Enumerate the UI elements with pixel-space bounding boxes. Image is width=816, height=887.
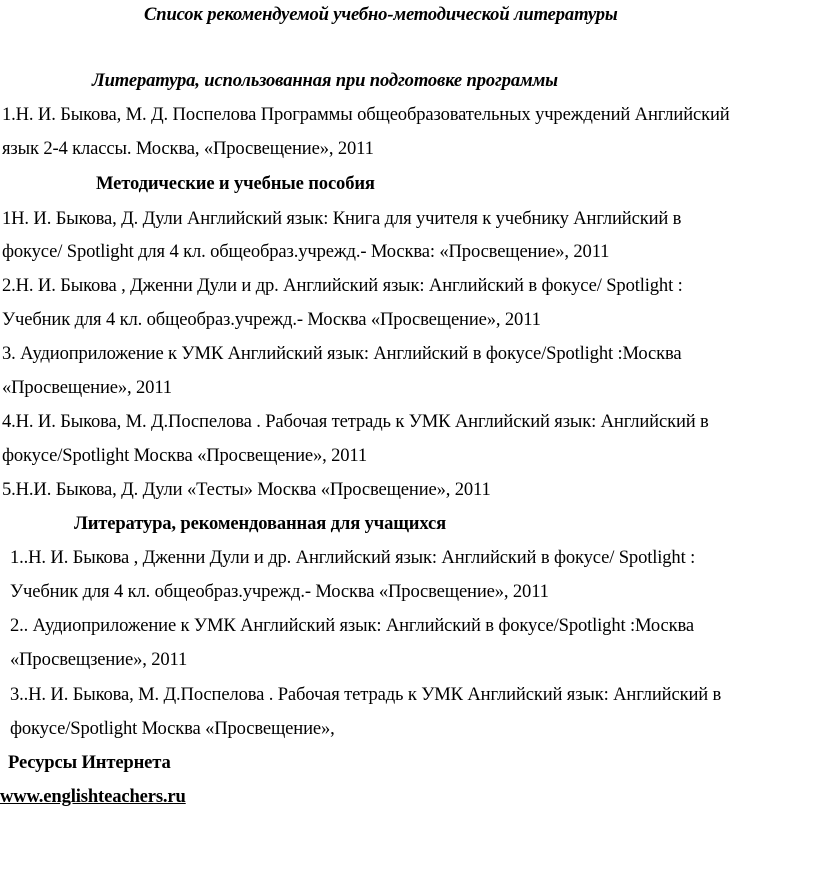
- list-item: фокусе/Spotlight Москва «Просвещение», 2011: [2, 445, 368, 466]
- list-item: 5.Н.И. Быкова, Д. Дули «Тесты» Москва «Просвещение», 2011: [2, 479, 491, 500]
- list-item: 2.Н. И. Быкова , Дженни Дули и др. Английский язык: Английский в фокусе/ Spotlight :: [2, 275, 683, 296]
- section-heading-methodical-aids: Методические и учебные пособия: [96, 173, 375, 194]
- list-item: Учебник для 4 кл. общеобраз.учрежд.- Москва «Просвещение», 2011: [10, 581, 549, 602]
- list-item: фокусе/Spotlight Москва «Просвещение»,: [10, 718, 335, 739]
- list-item: «Просвещение», 2011: [2, 377, 172, 398]
- list-item: язык 2-4 классы. Москва, «Просвещение», 2011: [2, 138, 374, 159]
- list-item: 1..Н. И. Быкова , Дженни Дули и др. Английский язык: Английский в фокусе/ Spotlight :: [10, 547, 696, 568]
- list-item: «Просвещзение», 2011: [10, 649, 188, 670]
- list-item: 1Н. И. Быкова, Д. Дули Английский язык: Книга для учителя к учебнику Английский в: [2, 208, 682, 229]
- list-item: фокусе/ Spotlight для 4 кл. общеобраз.учрежд.- Москва: «Просвещение», 2011: [2, 241, 610, 262]
- list-item: 4.Н. И. Быкова, М. Д.Поспелова . Рабочая тетрадь к УМК Английский язык: Английский в: [2, 411, 709, 432]
- list-item: 3..Н. И. Быкова, М. Д.Поспелова . Рабочая тетрадь к УМК Английский язык: Английский в: [10, 684, 722, 705]
- document-title: Список рекомендуемой учебно-методической литературы: [144, 4, 618, 25]
- list-item: 1.Н. И. Быкова, М. Д. Поспелова Программы общеобразовательных учреждений Английский: [2, 104, 730, 125]
- englishteachers-link[interactable]: www.englishteachers.ru: [0, 786, 186, 807]
- list-item: Учебник для 4 кл. общеобраз.учрежд.- Москва «Просвещение», 2011: [2, 309, 541, 330]
- section-heading-internet-resources: Ресурсы Интернета: [8, 752, 171, 773]
- section-heading-student-literature: Литература, рекомендованная для учащихся: [74, 513, 446, 534]
- list-item: 3. Аудиоприложение к УМК Английский язык: Английский в фокусе/Spotlight :Москва: [2, 343, 682, 364]
- list-item: 2.. Аудиоприложение к УМК Английский язык: Английский в фокусе/Spotlight :Москва: [10, 615, 695, 636]
- internet-link-wrapper: [0, 786, 186, 808]
- section-heading-used-literature: Литература, использованная при подготовке программы: [92, 70, 558, 91]
